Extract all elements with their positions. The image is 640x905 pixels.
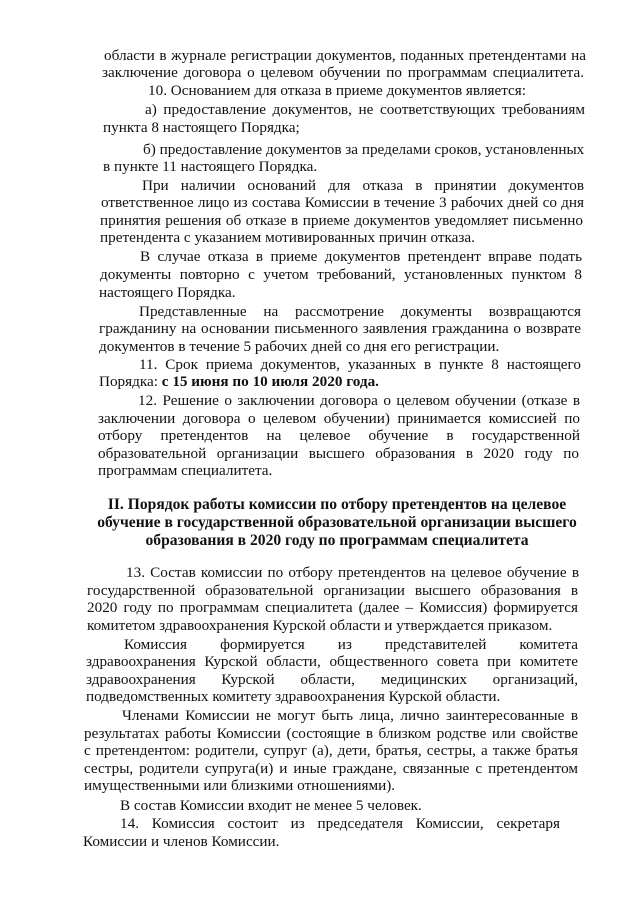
section-heading: II. Порядок работы комиссии по отбору претендентов на целевое (107, 496, 567, 513)
text-line: 11. Срок приема документов, указанных в пункте 8 настоящего (139, 356, 581, 373)
section-heading: обучение в государственной образовательной организации высшего (97, 514, 577, 531)
text-line: заключение договора о целевом обучении по программам специалитета. (102, 64, 584, 81)
text-line: области в журнале регистрации документов, поданных претендентами на (104, 47, 586, 64)
text-line: В состав Комиссии входит не менее 5 человек. (120, 797, 422, 814)
text-line: ответственное лицо из состава Комиссии в течение 3 рабочих дней со дня (101, 194, 584, 211)
text-line: Представленные на рассмотрение документы возвращаются (139, 303, 581, 320)
text-line: гражданину на основании письменного заявления гражданина о возврате (99, 320, 581, 337)
text-line: принятия решения об отказе в приеме документов уведомляет письменно (100, 212, 583, 229)
section-heading: образования в 2020 году по программам специалитета (145, 532, 529, 549)
text-line: здравоохранения Курской области, медицинских организаций, (86, 671, 578, 688)
text-line: а) предоставление документов, не соответствующих требованиям (145, 101, 585, 118)
text-line: б) предоставление документов за пределами сроков, установленных (143, 141, 585, 158)
text-line (99, 373, 379, 390)
text-line: Комиссии и членов Комиссии. (83, 833, 280, 850)
text-line: документов в течение 5 рабочих дней со дня его регистрации. (99, 338, 500, 355)
text-line: 13. Состав комиссии по отбору претендентов на целевое обучение в (126, 564, 579, 581)
text-line: Комиссия формируется из представителей комитета (124, 636, 578, 653)
text-line: комитетом здравоохранения Курской области и утверждается приказом. (87, 617, 553, 634)
text-line: отбору претендентов на целевое обучение в государственной (98, 427, 580, 444)
text-line: в пункте 11 настоящего Порядка. (103, 158, 318, 175)
text-line: результатах работы Комиссии (состоящие в близком родстве или свойстве (84, 725, 578, 742)
text-line: 10. Основанием для отказа в приеме документов является: (148, 82, 526, 99)
text-line: В случае отказа в приеме документов претендент вправе подать (140, 248, 582, 265)
text-line: 14. Комиссия состоит из председателя Комиссии, секретаря (120, 815, 560, 832)
text-line: Членами Комиссии не могут быть лица, лично заинтересованные в (122, 707, 578, 724)
text-line: заключении договора о целевом обучении) принимается комиссией по (98, 410, 580, 427)
text-line: программам специалитета. (98, 462, 273, 479)
date-range-bold: с 15 июня по 10 июля 2020 года. (161, 373, 379, 390)
text-line: образовательной организации высшего образования в 2020 году по (98, 445, 579, 462)
text-line: здравоохранения Курской области, общественного совета при комитете (86, 653, 578, 670)
text-line: При наличии оснований для отказа в принятии документов (142, 177, 584, 194)
text-line: 12. Решение о заключении договора о целевом обучении (отказе в (138, 392, 580, 409)
text-line: 2020 году по программам специалитета (далее – Комиссия) формируется (87, 599, 578, 616)
text-line: имущественными или близкими отношениями). (84, 777, 396, 794)
text-line: с претендентом: родители, супруг (а), дети, братья, сестры, а также братья (84, 742, 578, 759)
text-line: сестры, родители супруга(и) и иные граждане, связанные с претендентом (84, 760, 578, 777)
text-span: Порядка: (99, 373, 162, 390)
text-line: подведомственных комитету здравоохранения Курской области. (86, 688, 501, 705)
text-line: пункта 8 настоящего Порядка; (103, 119, 300, 136)
text-line: документы повторно с учетом требований, установленных пунктом 8 (100, 266, 582, 283)
text-line: претендента с указанием мотивированных причин отказа. (100, 229, 475, 246)
text-line: настоящего Порядка. (99, 284, 236, 301)
text-line: государственной образовательной организации высшего образования в (87, 582, 578, 599)
